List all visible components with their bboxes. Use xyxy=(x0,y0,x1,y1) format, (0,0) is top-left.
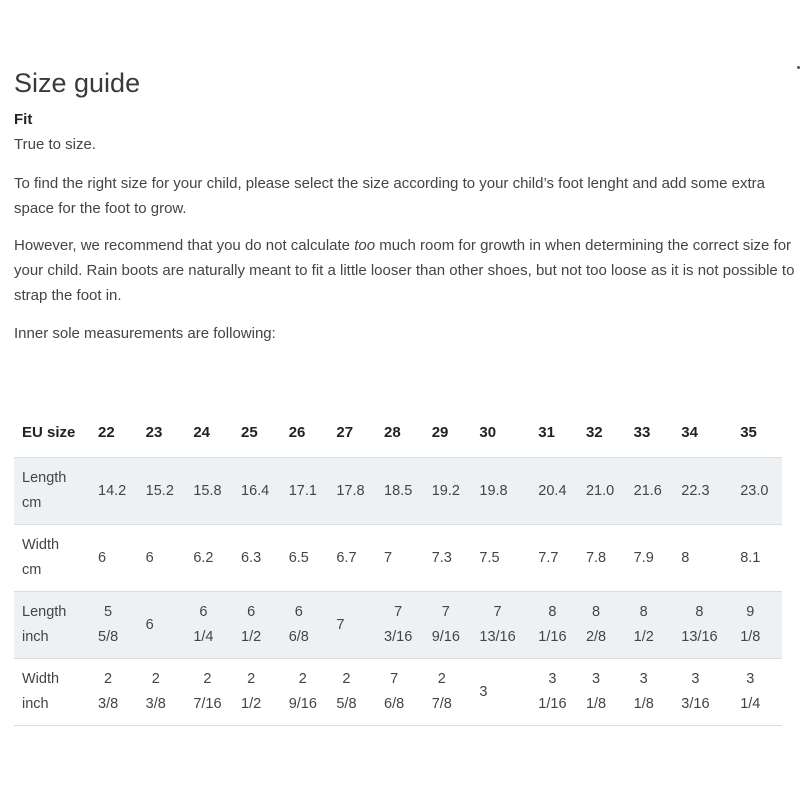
cell-value: 3 1/16 xyxy=(538,671,567,712)
cell-value: 22.3 xyxy=(681,482,710,499)
eu-size-24: 24 xyxy=(193,423,211,441)
table-cell xyxy=(580,525,628,592)
table-cell xyxy=(140,592,188,659)
eu-size-25: 25 xyxy=(241,423,258,441)
table-cell xyxy=(473,525,532,592)
eu-size-33: 33 xyxy=(633,423,651,441)
growth-room-text-start: However, we recommend that you do not calculate xyxy=(14,237,355,254)
cell-value: 6.5 xyxy=(288,549,309,566)
table-cell xyxy=(473,592,532,659)
fit-heading: Fit xyxy=(14,111,33,128)
width-cm-row xyxy=(14,525,782,592)
table-cell xyxy=(675,525,734,592)
table-cell xyxy=(283,592,331,659)
table-cell xyxy=(283,525,331,592)
cell-value: 7 xyxy=(384,549,393,566)
cell-value: 16.4 xyxy=(241,482,270,499)
table-cell xyxy=(532,592,580,659)
cell-value: 6 1/4 xyxy=(193,604,214,645)
eu-size-22: 22 xyxy=(98,423,115,441)
table-cell xyxy=(628,659,676,726)
row-label xyxy=(14,659,92,726)
table-cell xyxy=(283,458,331,525)
row-label xyxy=(14,458,92,525)
length-cm-row xyxy=(14,458,782,525)
cell-value: 19.8 xyxy=(479,482,508,499)
width-inch-row xyxy=(14,659,782,726)
table-cell xyxy=(330,592,378,659)
cell-value: 8 2/8 xyxy=(585,604,607,645)
cell-value: 2 7/8 xyxy=(431,671,452,712)
fit-text: True to size. xyxy=(14,136,96,153)
table-cell xyxy=(187,592,235,659)
table-cell xyxy=(532,458,580,525)
cell-value: 9 1/8 xyxy=(740,604,761,645)
cell-value: 15.8 xyxy=(193,482,222,499)
inner-sole-intro: Inner sole measurements are following: xyxy=(14,325,276,342)
cell-value: 3 xyxy=(479,683,488,700)
cell-value: 19.2 xyxy=(431,482,460,499)
cell-value: 6 6/8 xyxy=(288,604,309,645)
table-cell xyxy=(378,458,426,525)
cell-value: 2 3/8 xyxy=(145,671,166,712)
row-label xyxy=(14,525,92,592)
table-cell xyxy=(140,659,188,726)
cell-value: 8.1 xyxy=(740,549,761,566)
table-cell xyxy=(187,525,235,592)
cell-value: 7.3 xyxy=(431,549,452,566)
eu-size-header: EU size xyxy=(22,423,76,441)
eu-size-28: 28 xyxy=(384,423,401,441)
table-cell xyxy=(378,525,426,592)
table-cell xyxy=(734,525,782,592)
table-cell xyxy=(473,458,532,525)
cell-value: 7 6/8 xyxy=(384,671,405,712)
table-cell xyxy=(187,458,235,525)
size-table xyxy=(14,407,782,726)
cell-value: 7.7 xyxy=(538,549,559,566)
growth-room-paragraph xyxy=(14,233,800,308)
table-cell xyxy=(580,659,628,726)
cell-value: 2 9/16 xyxy=(288,671,317,712)
cell-value: 7 13/16 xyxy=(479,604,516,645)
cell-value: 7 9/16 xyxy=(431,604,460,645)
table-cell xyxy=(235,592,283,659)
table-cell xyxy=(734,458,782,525)
size-instructions-paragraph: To find the right size for your child, please select the size according to your child’s foot lenght and add some extra space for the foot to grow. xyxy=(14,175,765,217)
table-cell xyxy=(92,592,140,659)
growth-room-emphasis: too xyxy=(354,237,376,254)
cell-value: 8 1/16 xyxy=(538,604,567,645)
table-cell xyxy=(235,458,283,525)
cell-value: 7 xyxy=(336,616,345,633)
cell-value: 21.6 xyxy=(633,482,662,499)
cell-value: 15.2 xyxy=(145,482,174,499)
cell-value: 6.2 xyxy=(193,549,214,566)
table-cell xyxy=(140,525,188,592)
cell-value: 2 3/8 xyxy=(98,671,119,712)
table-cell xyxy=(235,659,283,726)
table-cell xyxy=(235,525,283,592)
cell-value: 3 3/16 xyxy=(681,671,710,712)
row-label-text: Width inch xyxy=(22,671,60,712)
table-cell xyxy=(426,592,474,659)
cell-value: 21.0 xyxy=(585,482,615,499)
cell-value: 7.8 xyxy=(585,549,607,566)
table-cell xyxy=(378,592,426,659)
eu-size-31: 31 xyxy=(538,423,555,441)
table-cell xyxy=(187,659,235,726)
cell-value: 6 xyxy=(98,549,107,566)
table-cell xyxy=(734,592,782,659)
table-cell xyxy=(473,659,532,726)
size-table-header-row xyxy=(14,407,782,458)
table-cell xyxy=(330,659,378,726)
eu-size-26: 26 xyxy=(288,423,306,441)
table-cell xyxy=(532,525,580,592)
cell-value: 20.4 xyxy=(538,482,567,499)
length-inch-row xyxy=(14,592,782,659)
cell-value: 5 5/8 xyxy=(98,604,119,645)
table-cell xyxy=(140,458,188,525)
eu-size-29: 29 xyxy=(431,423,449,441)
cell-value: 7 3/16 xyxy=(384,604,413,645)
cell-value: 6.3 xyxy=(241,549,262,566)
cell-value: 6.7 xyxy=(336,549,357,566)
table-cell xyxy=(580,458,628,525)
table-cell xyxy=(283,659,331,726)
table-cell xyxy=(675,659,734,726)
table-cell xyxy=(330,525,378,592)
cell-value: 6 xyxy=(145,616,154,633)
eu-size-30: 30 xyxy=(479,423,497,441)
cell-value: 17.1 xyxy=(288,482,317,499)
table-cell xyxy=(426,458,474,525)
eu-size-23: 23 xyxy=(145,423,163,441)
table-cell xyxy=(628,458,676,525)
table-cell xyxy=(92,525,140,592)
cell-value: 8 xyxy=(681,549,690,566)
row-label-text: Length inch xyxy=(22,604,67,645)
cell-value: 6 xyxy=(145,549,154,566)
table-cell xyxy=(92,458,140,525)
growth-room-text-end: much room for growth in when determining the correct size for your child. Rain boots are naturally meant to fit a little looser than other shoes, but not too loose as it is not possible to strap the foot in. xyxy=(14,237,795,304)
cell-value: 14.2 xyxy=(98,482,127,499)
page-title: Size guide xyxy=(14,68,141,98)
table-cell xyxy=(675,592,734,659)
table-cell xyxy=(426,525,474,592)
table-cell xyxy=(580,592,628,659)
cell-value: 2 1/2 xyxy=(241,671,262,712)
cell-value: 3 1/8 xyxy=(585,671,607,712)
table-cell xyxy=(426,659,474,726)
table-cell xyxy=(628,525,676,592)
cell-value: 6 1/2 xyxy=(241,604,262,645)
table-cell xyxy=(532,659,580,726)
table-cell xyxy=(92,659,140,726)
eu-size-34: 34 xyxy=(681,423,698,441)
table-cell xyxy=(628,592,676,659)
cell-value: 3 1/4 xyxy=(740,671,761,712)
cell-value: 7.9 xyxy=(633,549,654,566)
cell-value: 7.5 xyxy=(479,549,500,566)
cell-value: 8 13/16 xyxy=(681,604,718,645)
row-label xyxy=(14,592,92,659)
table-cell xyxy=(378,659,426,726)
eu-size-27: 27 xyxy=(336,423,354,441)
cell-value: 3 1/8 xyxy=(633,671,654,712)
eu-size-32: 32 xyxy=(585,423,603,441)
cell-value: 18.5 xyxy=(384,482,413,499)
cell-value: 2 7/16 xyxy=(193,671,222,712)
cell-value: 8 1/2 xyxy=(633,604,654,645)
eu-size-35: 35 xyxy=(740,423,757,441)
row-label-text: Width cm xyxy=(22,537,60,578)
table-cell xyxy=(734,659,782,726)
row-label-text: Length cm xyxy=(22,470,67,511)
cell-value: 23.0 xyxy=(740,482,769,499)
cell-value: 17.8 xyxy=(336,482,365,499)
table-cell xyxy=(675,458,734,525)
table-cell xyxy=(330,458,378,525)
cell-value: 2 5/8 xyxy=(336,671,357,712)
